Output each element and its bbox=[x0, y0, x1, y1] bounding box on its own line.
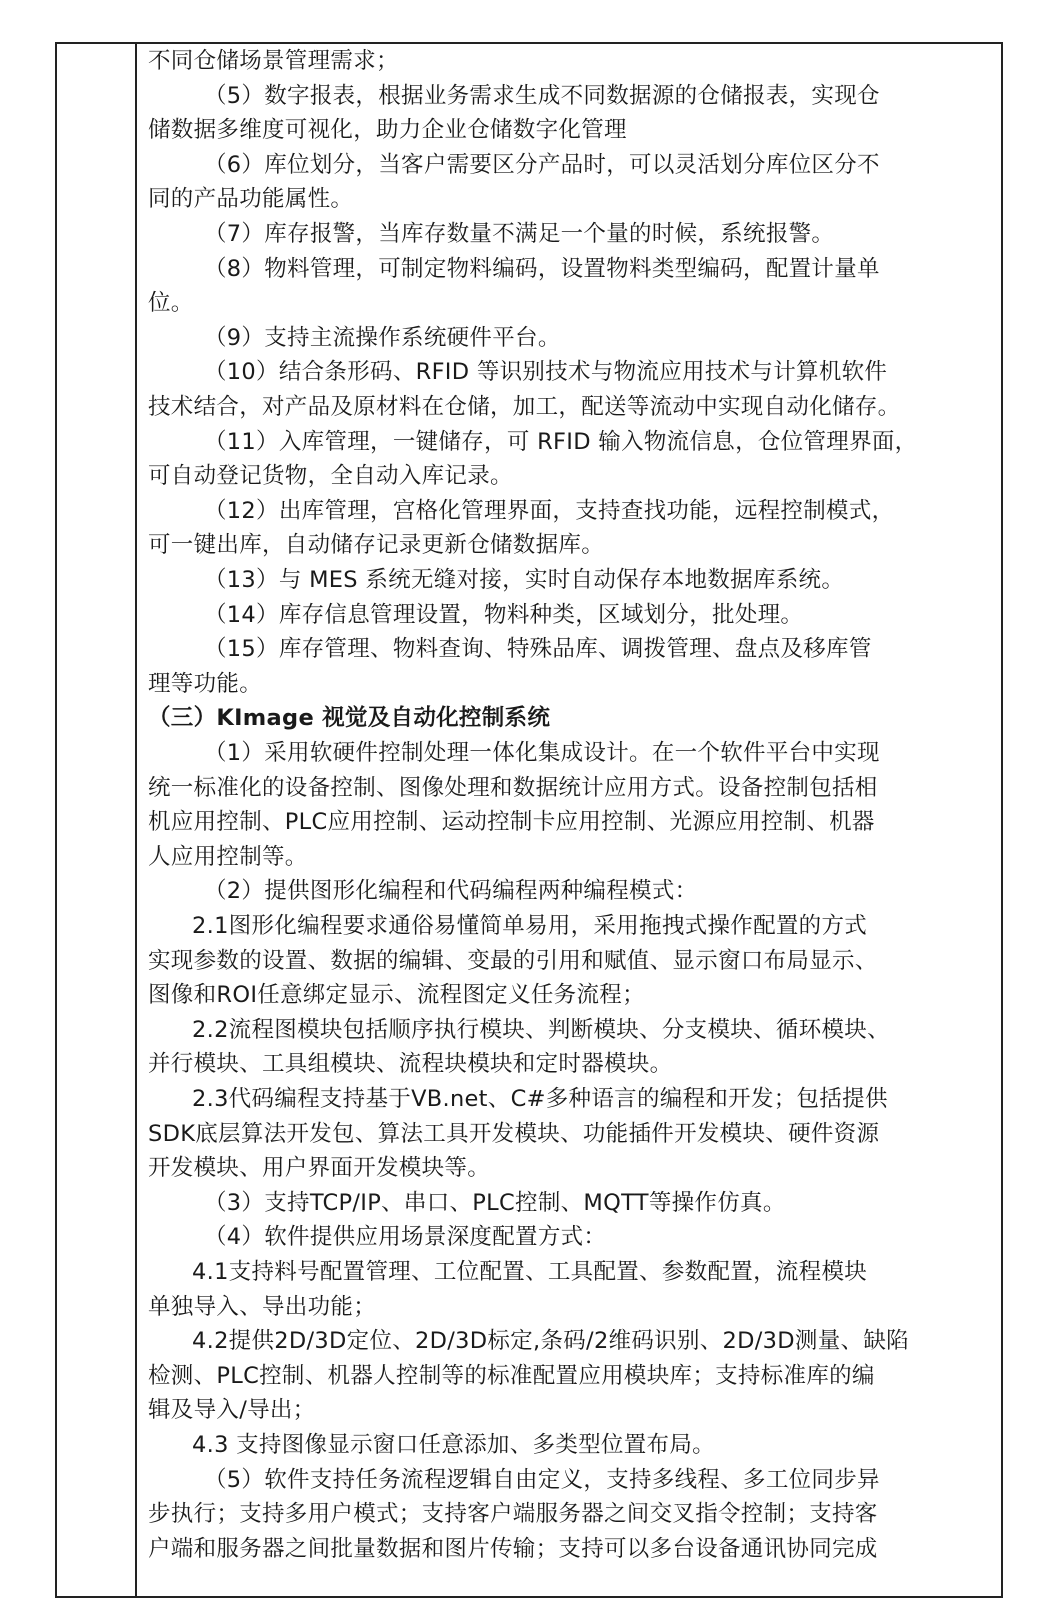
text-line: 步执行；支持多用户模式；支持客户端服务器之间交叉指令控制；支持客 bbox=[148, 1501, 878, 1528]
text-line: 单独导入、导出功能； bbox=[148, 1293, 377, 1320]
text-line: 2.3代码编程支持基于VB.net、C#多种语言的编程和开发；包括提供 bbox=[192, 1086, 888, 1112]
text-line: 储数据多维度可视化，助力企业仓储数字化管理 bbox=[148, 117, 627, 144]
text-line: （7）库存报警，当库存数量不满足一个量的时候，系统报警。 bbox=[204, 221, 835, 247]
text-line: 统一标准化的设备控制、图像处理和数据统计应用方式。设备控制包括相 bbox=[148, 774, 878, 801]
text-line: 2.2流程图模块包括顺序执行模块、判断模块、分支模块、循环模块、 bbox=[192, 1016, 890, 1043]
text-line: 辑及导入/导出； bbox=[148, 1397, 316, 1424]
text-line: 并行模块、工具组模块、流程块模块和定时器模块。 bbox=[148, 1051, 673, 1078]
text-line: （5）数字报表，根据业务需求生成不同数据源的仓储报表，实现仓 bbox=[204, 82, 880, 109]
text-line: （8）物料管理，可制定物料编码，设置物料类型编码，配置计量单 bbox=[204, 255, 880, 282]
text-line: （6）库位划分，当客户需要区分产品时，可以灵活划分库位区分不 bbox=[204, 151, 880, 178]
text-line: 户端和服务器之间批量数据和图片传输；支持可以多台设备通讯协同完成 bbox=[148, 1535, 878, 1562]
text-line: （10）结合条形码、RFID 等识别技术与物流应用技术与计算机软件 bbox=[204, 359, 888, 386]
text-line: 检测、PLC控制、机器人控制等的标准配置应用模块库；支持标准库的编 bbox=[148, 1362, 875, 1389]
text-line: （13）与 MES 系统无缝对接，实时自动保存本地数据库系统。 bbox=[204, 567, 845, 593]
text-line: （1）采用软硬件控制处理一体化集成设计。在一个软件平台中实现 bbox=[204, 740, 880, 766]
text-line: 4.3 支持图像显示窗口任意添加、多类型位置布局。 bbox=[192, 1432, 715, 1458]
text-line: 技术结合，对产品及原材料在仓储，加工，配送等流动中实现自动化储存。 bbox=[148, 394, 901, 420]
text-line: 位。 bbox=[148, 290, 194, 317]
text-line: （5）软件支持任务流程逻辑自由定义，支持多线程、多工位同步异 bbox=[204, 1466, 880, 1493]
text-line: 2.1图形化编程要求通俗易懂简单易用，采用拖拽式操作配置的方式 bbox=[192, 913, 868, 939]
text-line: 理等功能。 bbox=[148, 670, 263, 697]
column-divider bbox=[135, 42, 137, 1598]
text-line: （三）KImage 视觉及自动化控制系统 bbox=[148, 705, 551, 732]
text-line: 实现参数的设置、数据的编辑、变最的引用和赋值、显示窗口布局显示、 bbox=[148, 947, 878, 974]
text-line: 人应用控制等。 bbox=[148, 843, 308, 870]
text-line: （3）支持TCP/IP、串口、PLC控制、MQTT等操作仿真。 bbox=[204, 1189, 786, 1216]
text-line: 不同仓储场景管理需求； bbox=[148, 48, 399, 74]
text-line: （11）入库管理，一键储存，可 RFID 输入物流信息，仓位管理界面， bbox=[204, 428, 918, 455]
text-line: （14）库存信息管理设置，物料种类，区域划分，批处理。 bbox=[204, 601, 804, 628]
text-line: 4.1支持料号配置管理、工位配置、工具配置、参数配置，流程模块 bbox=[192, 1259, 868, 1285]
text-line: （15）库存管理、物料查询、特殊品库、调拨管理、盘点及移库管 bbox=[204, 636, 872, 663]
text-line: （9）支持主流操作系统硬件平台。 bbox=[204, 324, 561, 351]
text-line: 机应用控制、PLC应用控制、运动控制卡应用控制、光源应用控制、机器 bbox=[148, 809, 875, 836]
text-line: 可自动登记货物，全自动入库记录。 bbox=[148, 463, 513, 490]
text-line: 4.2提供2D/3D定位、2D/3D标定,条码/2维码识别、2D/3D测量、缺陷 bbox=[192, 1328, 909, 1355]
text-line: （4）软件提供应用场景深度配置方式： bbox=[204, 1224, 607, 1251]
text-line: （12）出库管理，宫格化管理界面，支持查找功能，远程控制模式， bbox=[204, 497, 895, 524]
text-line: （2）提供图形化编程和代码编程两种编程模式： bbox=[204, 878, 698, 905]
text-line: 同的产品功能属性。 bbox=[148, 186, 354, 213]
text-line: 图像和ROI任意绑定显示、流程图定义任务流程； bbox=[148, 982, 645, 1009]
text-line: 可一键出库，自动储存记录更新仓储数据库。 bbox=[148, 532, 605, 559]
text-line: SDK底层算法开发包、算法工具开发模块、功能插件开发模块、硬件资源 bbox=[148, 1120, 880, 1147]
text-line: 开发模块、用户界面开发模块等。 bbox=[148, 1155, 491, 1182]
